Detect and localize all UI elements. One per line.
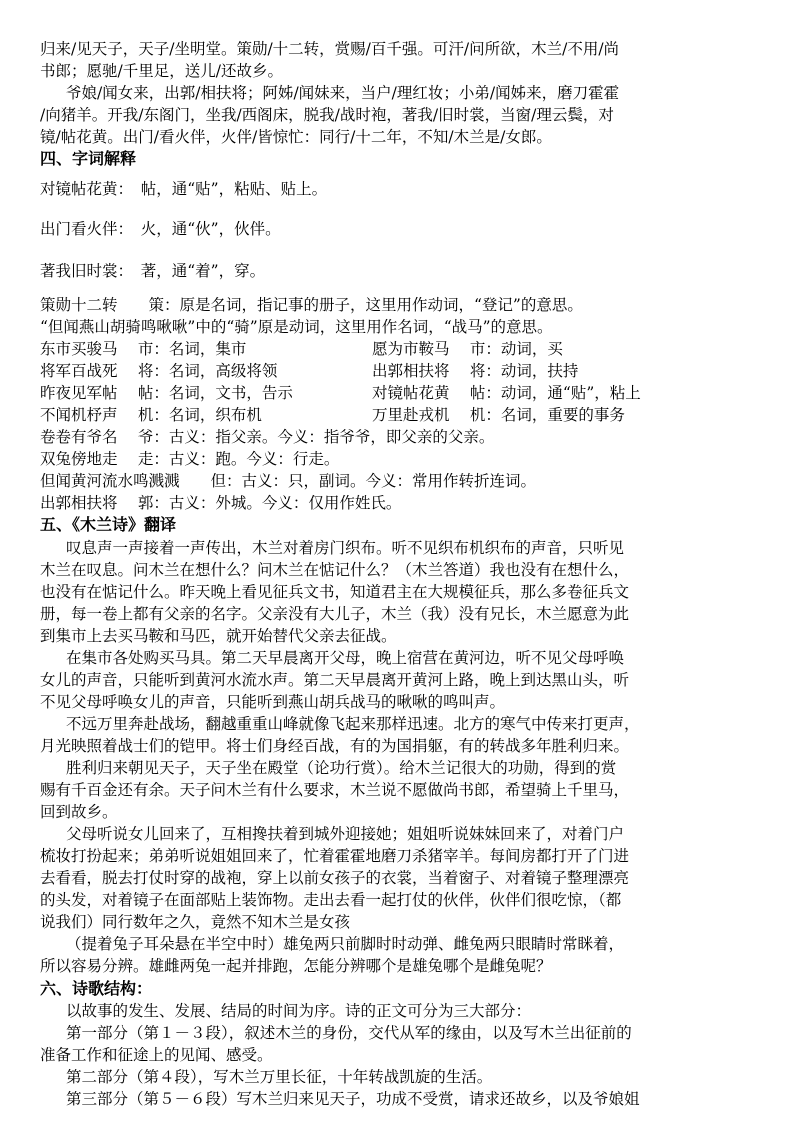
poem-line: 爷娘/闻女来，出郭/相扶将；阿姊/闻妹来，当户/理红妆；小弟/闻姊来，磨刀霍霍 [66, 84, 620, 102]
translation-line: （提着兔子耳朵悬在半空中时）雄兔两只前脚时时动弹、雌兔两只眼睛时常眯着， [66, 935, 625, 953]
word-note: 卷卷有爷名 爷：古义：指父亲。今义：指爷爷，即父亲的父亲。 [40, 428, 495, 446]
translation-line: 所以容易分辨。雄雌两兔一起并排跑，怎能分辨哪个是雄兔哪个是雌兔呢？ [40, 957, 552, 975]
word-pair-right: 愿为市鞍马 市：动词，买 [372, 340, 563, 358]
translation-line: 册，每一卷上都有父亲的名字。父亲没有大儿子，木兰（我）没有兄长，木兰愿意为此 [40, 605, 630, 623]
word-pair-right: 万里赴戎机 机：名词，重要的事务 [372, 406, 625, 424]
poem-line: 归来/见天子，天子/坐明堂。策勋/十二转，赏赐/百千强。可汗/问所欲，木兰/不用/尚 [40, 40, 620, 58]
translation-line: 去看看，脱去打仗时穿的战袍，穿上以前女孩子的衣裳，当着窗子、对着镜子整理漂亮 [40, 869, 630, 887]
word-note: 但闻黄河流水鸣溅溅 但：古义：只，副词。今义：常用作转折连词。 [40, 472, 537, 490]
poem-line: /向猪羊。开我/东阁门，坐我/西阁床，脱我/战时袍，著我/旧时裳，当窗/理云鬓，对 [40, 106, 614, 124]
translation-line: 回到故乡。 [40, 803, 118, 821]
word-pair-left: 将军百战死 将：名词，高级将领 [40, 362, 278, 380]
translation-line: 不见父母呼唤女儿的声音，只能听到燕山胡兵战马的啾啾的鸣叫声。 [40, 693, 506, 711]
word-pair-right: 对镜帖花黄 帖：动词，通“贴”，粘上 [372, 384, 641, 402]
word-pair-left: 不闻机杼声 机：名词，织布机 [40, 406, 262, 424]
translation-line: 到集市上去买马鞍和马匹，就开始替代父亲去征战。 [40, 627, 397, 645]
word-note: 出郭相扶将 郭：古义：外城。今义：仅用作姓氏。 [40, 494, 402, 512]
section-heading-4: 四、字词解释 [40, 149, 137, 168]
structure-line: 第二部分（第４段），写木兰万里长征，十年转战凯旋的生活。 [66, 1068, 493, 1086]
word-pair-left: 昨夜见军帖 帖：名词，文书，告示 [40, 384, 293, 402]
word-note: “但闻燕山胡骑鸣啾啾”中的“骑”原是动词，这里用作名词，“战马”的意思。 [40, 318, 553, 336]
translation-line: 父母听说女儿回来了，互相搀扶着到城外迎接她；姐姐听说妹妹回来了，对着门户 [66, 825, 625, 843]
section-heading-6: 六、诗歌结构： [40, 979, 153, 998]
translation-line: 月光映照着战士们的铠甲。将士们身经百战，有的为国捐躯，有的转战多年胜利归来。 [40, 737, 630, 755]
word-note: 著我旧时裳： 著，通“着”，穿。 [40, 262, 266, 280]
structure-line: 以故事的发生、发展、结局的时间为序。诗的正文可分为三大部分： [66, 1002, 532, 1020]
word-note: 双兔傍地走 走：古义：跑。今义：行走。 [40, 450, 340, 468]
word-pair-right: 出郭相扶将 将：动词，扶持 [372, 362, 579, 380]
translation-line: 木兰在叹息。问木兰在想什么？问木兰在惦记什么？（木兰答道）我也没有在想什么， [40, 561, 630, 579]
structure-line: 准备工作和征途上的见闻、感受。 [40, 1046, 273, 1064]
translation-line: 女儿的声音，只能听到黄河水流水声。第二天早晨离开黄河上路，晚上到达黑山头，听 [40, 671, 630, 689]
translation-line: 在集市各处购买马具。第二天早晨离开父母，晚上宿营在黄河边，听不见父母呼唤 [66, 649, 625, 667]
word-pair-left: 东市买骏马 市：名词，集市 [40, 340, 247, 358]
structure-line: 第三部分（第５－６段）写木兰归来见天子，功成不受赏，请求还故乡，以及爷娘姐 [66, 1090, 640, 1108]
translation-line: 说我们）同行数年之久，竟然不知木兰是女孩 [40, 913, 351, 931]
word-note: 策勋十二转 策：原是名词，指记事的册子，这里用作动词，“登记”的意思。 [40, 296, 583, 314]
translation-line: 不远万里奔赴战场，翻越重重山峰就像飞起来那样迅速。北方的寒气中传来打更声， [66, 715, 640, 733]
translation-line: 赐有千百金还有余。天子问木兰有什么要求，木兰说不愿做尚书郎，希望骑上千里马， [40, 781, 630, 799]
poem-line: 书郎；愿驰/千里足，送儿/还故乡。 [40, 62, 283, 80]
poem-line: 镜/帖花黄。出门/看火伴，火伴/皆惊忙：同行/十二年，不知/木兰是/女郎。 [40, 128, 552, 146]
translation-line: 叹息声一声接着一声传出，木兰对着房门织布。听不见织布机织布的声音，只听见 [66, 539, 625, 557]
section-heading-5: 五、《木兰诗》翻译 [40, 515, 177, 534]
translation-line: 梳妆打扮起来；弟弟听说姐姐回来了，忙着霍霍地磨刀杀猪宰羊。每间房都打开了门进 [40, 847, 630, 865]
word-note: 出门看火伴： 火，通“伙”，伙伴。 [40, 220, 281, 238]
word-note: 对镜帖花黄： 帖，通“贴”，粘贴、贴上。 [40, 180, 328, 198]
translation-line: 胜利归来朝见天子，天子坐在殿堂（论功行赏）。给木兰记很大的功勋，得到的赏 [66, 759, 617, 777]
translation-line: 也没有在惦记什么。昨天晚上看见征兵文书，知道君主在大规模征兵，那么多卷征兵文 [40, 583, 630, 601]
structure-line: 第一部分（第１－３段），叙述木兰的身份，交代从军的缘由，以及写木兰出征前的 [66, 1024, 632, 1042]
translation-line: 的头发，对着镜子在面部贴上装饰物。走出去看一起打仗的伙伴，伙伴们很吃惊，（都 [40, 891, 622, 909]
